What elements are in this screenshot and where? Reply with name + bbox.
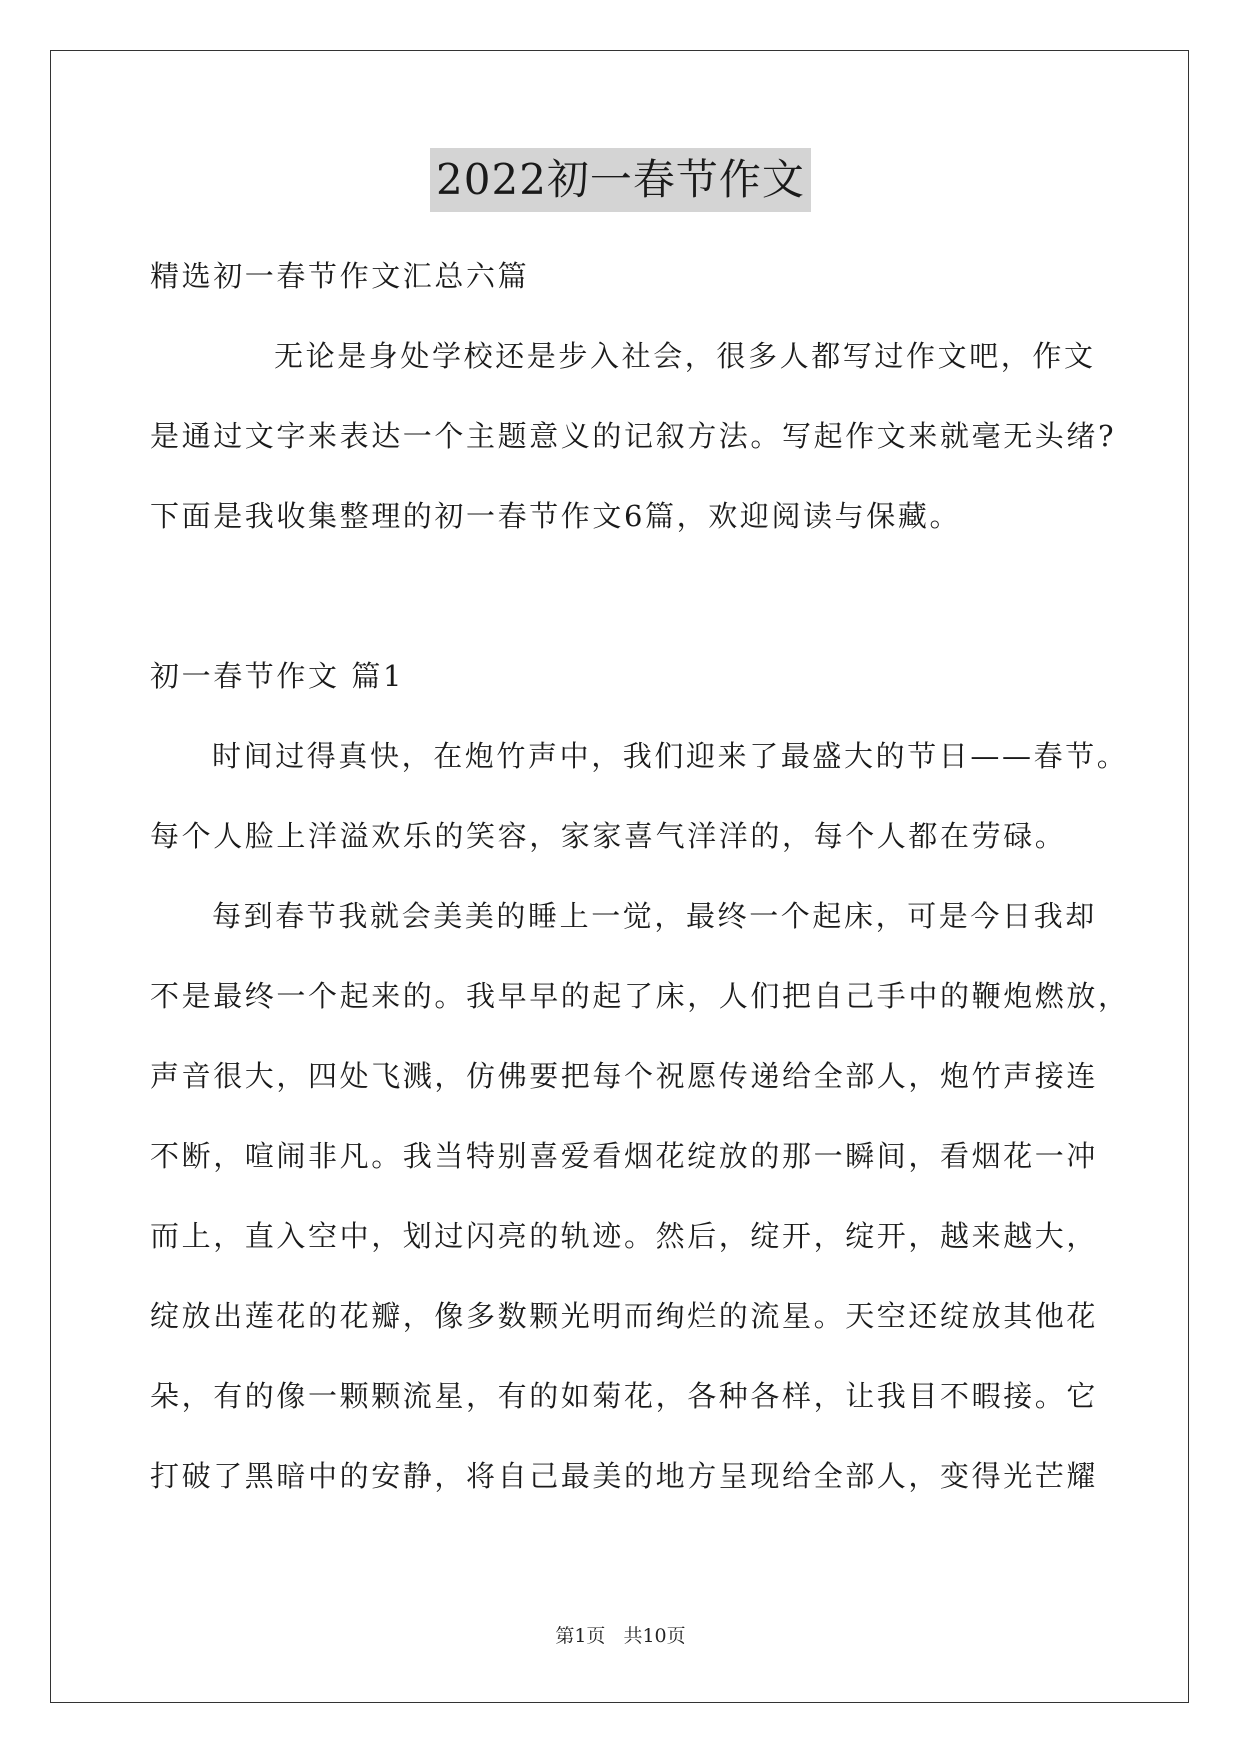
page-footer xyxy=(0,1623,1241,1649)
paragraph-line: 朵，有的像一颗颗流星，有的如菊花，各种各样，让我目不暇接。它 xyxy=(150,1379,1099,1413)
paragraph-line: 打破了黑暗中的安静，将自己最美的地方呈现给全部人，变得光芒耀 xyxy=(150,1459,1099,1493)
paragraph-line: 时间过得真快，在炮竹声中，我们迎来了最盛大的节日——春节。 xyxy=(212,739,1129,773)
document-subtitle: 精选初一春节作文汇总六篇 xyxy=(150,259,530,293)
title-area xyxy=(0,148,1241,212)
intro-line: 无论是身处学校还是步入社会，很多人都写过作文吧，作文 xyxy=(274,339,1096,373)
intro-line: 是通过文字来表达一个主题意义的记叙方法。写起作文来就毫无头绪? xyxy=(150,419,1117,453)
paragraph-line: 绽放出莲花的花瓣，像多数颗光明而绚烂的流星。天空还绽放其他花 xyxy=(150,1299,1099,1333)
paragraph-line: 而上，直入空中，划过闪亮的轨迹。然后，绽开，绽开，越来越大， xyxy=(150,1219,1099,1253)
document-title: 2022初一春节作文 xyxy=(430,148,811,212)
intro-line: 下面是我收集整理的初一春节作文6篇，欢迎阅读与保藏。 xyxy=(150,499,962,533)
paragraph-line: 每个人脸上洋溢欢乐的笑容，家家喜气洋洋的，每个人都在劳碌。 xyxy=(150,819,1067,853)
document-body xyxy=(150,236,1130,1516)
paragraph-line: 不断，喧闹非凡。我当特别喜爱看烟花绽放的那一瞬间，看烟花一冲 xyxy=(150,1139,1099,1173)
blank-line xyxy=(150,556,1090,636)
paragraph-line: 不是最终一个起来的。我早早的起了床，人们把自己手中的鞭炮燃放， xyxy=(150,979,1130,1013)
paragraph-line: 声音很大，四处飞溅，仿佛要把每个祝愿传递给全部人，炮竹声接连 xyxy=(150,1059,1099,1093)
paragraph-line: 每到春节我就会美美的睡上一觉，最终一个起床，可是今日我却 xyxy=(212,899,1097,933)
page-total: 共10页 xyxy=(623,1625,686,1647)
page-number: 第1页 xyxy=(555,1625,606,1647)
section-heading: 初一春节作文 篇1 xyxy=(150,659,405,693)
